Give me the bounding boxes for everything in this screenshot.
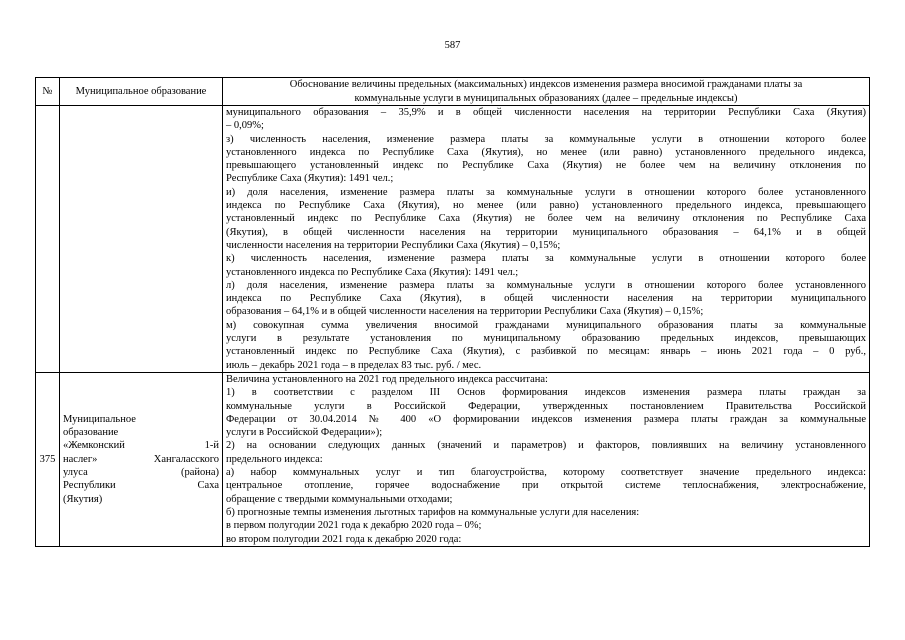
table-row-375: [36, 372, 870, 546]
text-line: з) численность населения, изменение размера платы за коммунальные услуги в отношении которого более: [226, 133, 866, 145]
text-line: б) прогнозные темпы изменения льготных тарифов на коммунальные услуги для населения:: [226, 506, 640, 518]
text-line: обращение с твердыми коммунальными отходами;: [226, 493, 453, 505]
page-number: 587: [444, 40, 461, 51]
text-line: центральное отопление, горячее водоснабжение при открытой системе теплоснабжения, электроснабжение,: [226, 480, 866, 492]
text-line: – 0,09%;: [226, 120, 264, 132]
row1-municipality-cell: [60, 106, 223, 373]
header-rationale: [223, 78, 870, 106]
header-rationale-line: Обоснование величины предельных (максимальных) индексов изменения размера вносимой гражданами платы за: [289, 79, 803, 91]
text-line: установленный индекс по Республике Саха (Якутия) не более чем на величину отклонения по Республике Саха: [226, 213, 866, 225]
row-number: 375: [36, 372, 60, 546]
municipality-line: наслег» Хангаласского: [63, 453, 219, 465]
text-line: численности населения на территории Республики Саха (Якутия) – 0,15%;: [226, 239, 561, 251]
text-line: 2) на основании следующих данных (значений и параметров) и факторов, повлиявших на величину установленного: [226, 440, 866, 452]
municipality-line: улуса (района): [63, 467, 219, 479]
text-line: л) доля населения, изменение размера платы за коммунальные услуги в отношении которого более установленного: [226, 279, 866, 291]
text-line: коммунальные услуги в Российской Федерации, утвержденных постановлением Правительства Российской: [226, 400, 866, 412]
text-line: предельного индекса:: [226, 453, 323, 465]
header-number: №: [36, 78, 60, 106]
text-line: превышающего установленный индекс по Республике Саха (Якутия) не более чем на величину отклонения по: [226, 160, 866, 172]
row1-number-cell: [36, 106, 60, 373]
text-line: к) численность населения, изменение размера платы за коммунальные услуги в отношении которого более: [226, 253, 866, 265]
text-line: и) доля населения, изменение размера платы за коммунальные услуги в отношении которого более установленного: [226, 186, 866, 198]
municipality-line: «Жемконский 1-й: [63, 440, 219, 452]
header-rationale-line: коммунальные услуги в муниципальных образованиях (далее – предельные индексы): [354, 92, 738, 104]
text-line: установленного индекса по Республике Саха (Якутия), но менее (или равно) установленного предельного индекса,: [226, 146, 866, 158]
text-line: (Якутия), в общей численности населения на территории муниципального образования – 64,1% и в общей: [226, 226, 866, 238]
text-line: установленного индекса по Республике Саха (Якутия): 1491 чел.;: [226, 266, 519, 278]
row1-rationale-cell: [223, 106, 870, 373]
municipality-line: Республики Саха: [63, 480, 219, 492]
row2-rationale-cell: [223, 372, 870, 546]
text-line: Федерации от 30.04.2014 № 400 «О формировании индексов изменения размера платы граждан за коммунальные: [226, 413, 866, 425]
text-line: м) совокупная сумма увеличения вносимой гражданами муниципального образования платы за коммунальные: [226, 319, 866, 331]
text-line: услуги в результате установления по муниципальному образованию предельных индексов, превышающих: [226, 333, 866, 345]
header-municipality: Муниципальное образование: [60, 78, 223, 106]
municipality-line: Муниципальное: [63, 413, 136, 425]
text-line: установленный индекс по Республике Саха (Якутия), с разбивкой по месяцам: январь – июнь 2021 года – 0 руб.,: [226, 346, 866, 358]
text-line: услуги в Российской Федерации»);: [226, 427, 383, 439]
text-line: в первом полугодии 2021 года к декабрю 2020 года – 0%;: [226, 520, 482, 532]
table-row-continued: [36, 106, 870, 373]
text-line: образования – 64,1% и в общей численности населения на территории Республики Саха (Якутия) – 0,15%;: [226, 306, 704, 318]
municipality-line: (Якутия): [63, 493, 103, 505]
text-line: Величина установленного на 2021 год предельного индекса рассчитана:: [226, 373, 548, 385]
text-line: во втором полугодии 2021 года к декабрю 2020 года:: [226, 533, 462, 545]
indices-table: [35, 77, 870, 547]
text-line: 1) в соответствии с разделом III Основ формирования индексов изменения размера платы граждан за: [226, 387, 866, 399]
text-line: индекса по Республике Саха (Якутия), но менее (или равно) установленного предельного индекса, превышающего: [226, 200, 866, 212]
text-line: индекса по Республике Саха (Якутия), в общей численности населения на территории муниципального: [226, 293, 866, 305]
municipality-line: образование: [63, 427, 119, 439]
row-municipality: [60, 372, 223, 546]
table-header-row: [36, 78, 870, 106]
text-line: июль – декабрь 2021 года – в пределах 83 тыс. руб. / мес.: [226, 359, 482, 371]
text-line: муниципального образования – 35,9% и в общей численности населения на территории Республики Саха (Якутия): [226, 107, 866, 118]
text-line: а) набор коммунальных услуг и тип благоустройства, которому соответствует значение предельного индекса:: [226, 467, 866, 479]
text-line: Республике Саха (Якутия): 1491 чел.;: [226, 173, 394, 185]
